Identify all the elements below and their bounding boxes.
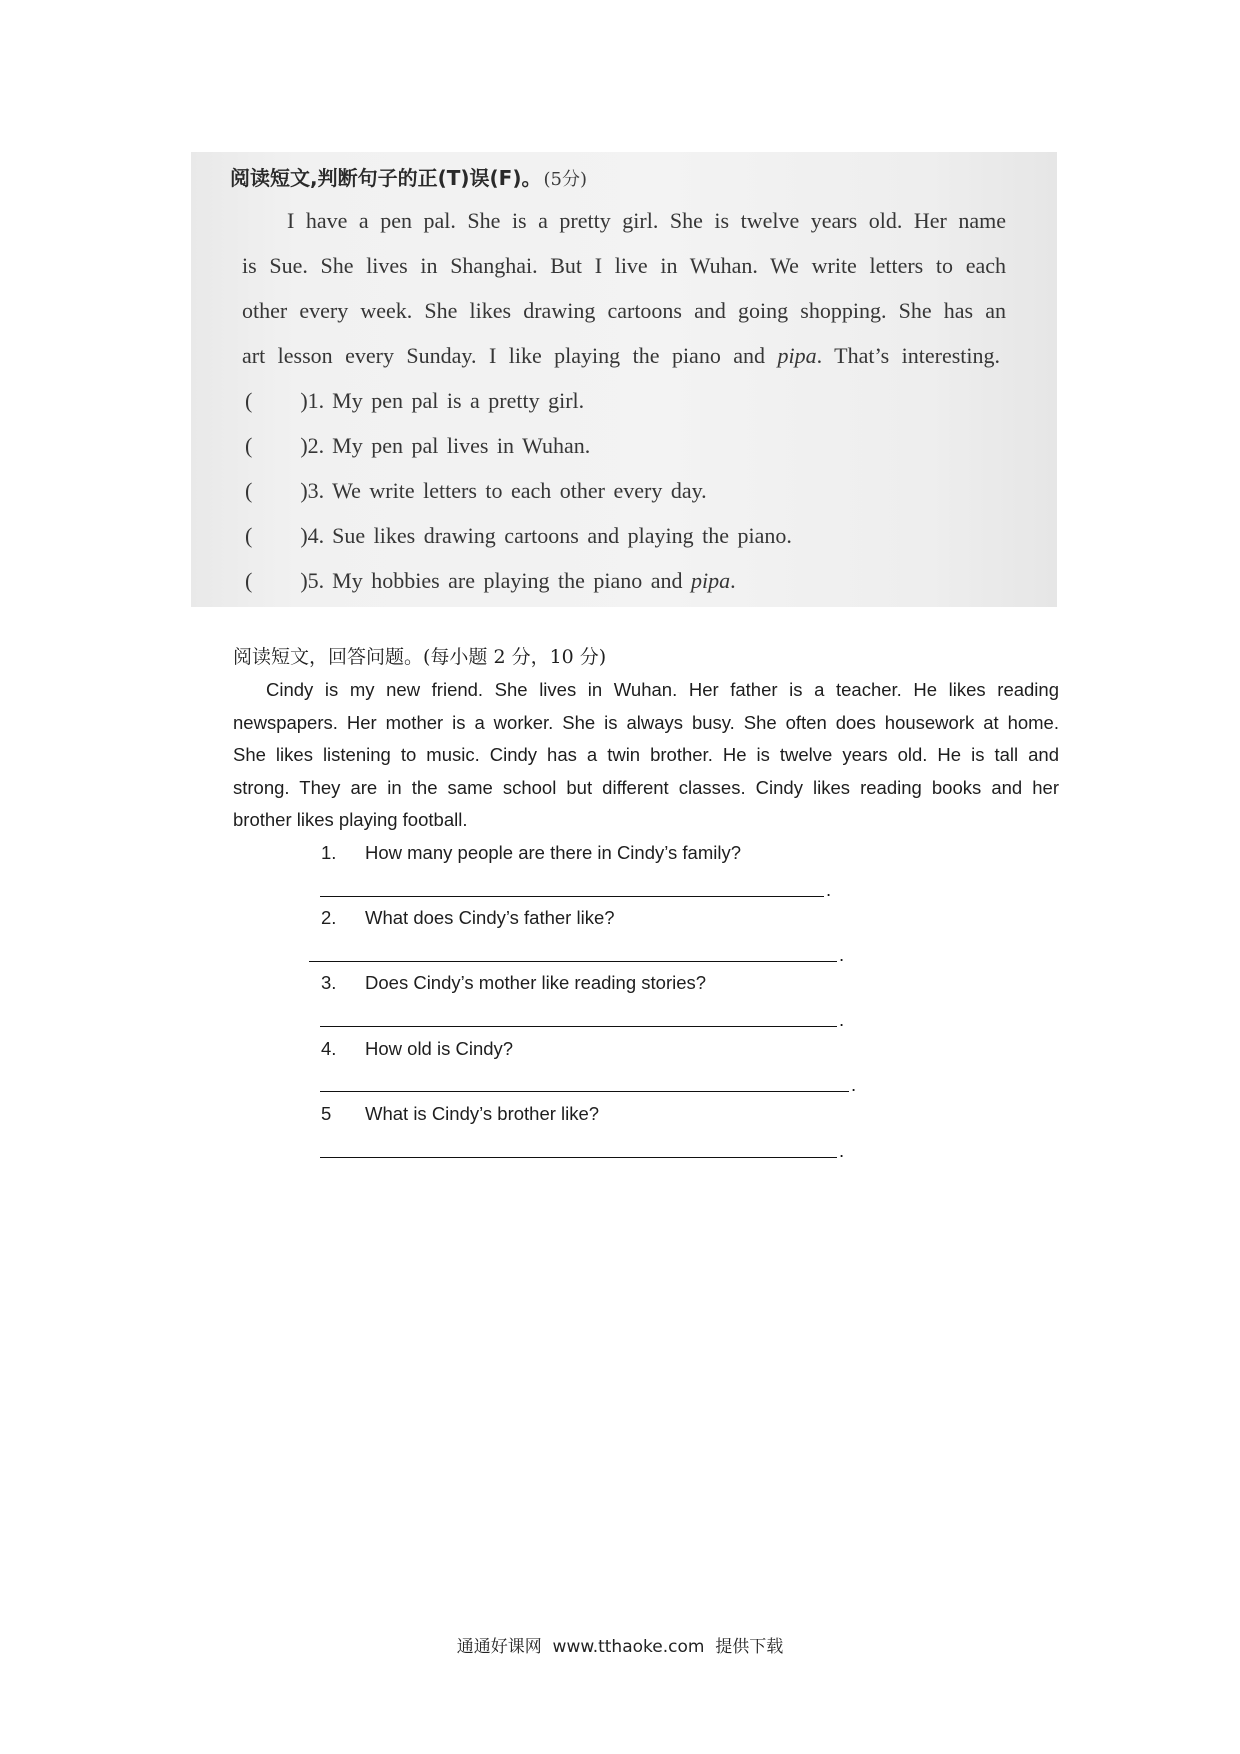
answer-line-end: . [826,879,832,900]
passage-text: is Sue. She lives in Shanghai. But I live in Wuhan. We write letters to each [242,253,1006,278]
answer-line-end: . [839,944,845,965]
answer-bracket-close: ) [300,433,308,458]
question-text: How many people are there in Cindy’s family? [365,842,742,863]
tf-item [245,478,707,504]
answer-line-end: . [839,1140,845,1161]
answer-line-end: . [839,1009,845,1030]
answer-bracket-open: ( [245,568,253,593]
footer-credit: 通通好课网 www.tthaoke.com 提供下载 [456,1637,784,1657]
item-text: . [730,568,736,593]
section1-score: (5分) [543,169,587,190]
tf-item [245,388,584,414]
question-text: What is Cindy’s brother like? [365,1103,600,1124]
answer-bracket-open: ( [245,388,253,413]
passage2-line: Cindy is my new friend. She lives in Wuhan. Her father is a teacher. He likes reading [266,679,1059,700]
answer-bracket-close: ) [300,523,308,548]
question-text: What does Cindy’s father like? [365,907,615,928]
passage-line [242,253,1006,279]
answer-line [320,1091,849,1092]
item-text: My pen pal lives in Wuhan. [332,433,591,458]
question-number: 2. [321,907,337,928]
item-number: 3. [307,478,325,503]
passage-line [287,208,1006,234]
section1-heading [230,165,587,193]
passage2-line: She likes listening to music. Cindy has a twin brother. He is twelve years old. He is tall and [233,744,1059,765]
passage-text: I have a pen pal. She is a pretty girl. She is twelve years old. Her name [287,208,1006,233]
answer-bracket-close: ) [300,478,308,503]
italic-word: pipa [777,343,817,368]
answer-bracket-open: ( [245,478,253,503]
answer-bracket-close: ) [300,568,308,593]
answer-line [320,1157,837,1158]
question-number: 5 [321,1103,332,1124]
passage-text: other every week. She likes drawing cartoons and going shopping. She has an [242,298,1006,323]
answer-line [320,896,824,897]
passage-line [242,343,1000,369]
passage-text: art lesson every Sunday. I like playing the piano and [242,343,778,368]
answer-bracket-open: ( [245,433,253,458]
tf-item [245,568,736,594]
item-text: Sue likes drawing cartoons and playing the piano. [332,523,792,548]
answer-bracket-open: ( [245,523,253,548]
passage2-line: strong. They are in the same school but different classes. Cindy likes reading books and her [233,777,1059,798]
question-text: Does Cindy’s mother like reading stories? [365,972,707,993]
passage-text: . That’s interesting. [816,343,1000,368]
italic-word: pipa [691,568,731,593]
question-number: 3. [321,972,337,993]
item-text: My hobbies are playing the piano and [332,568,692,593]
answer-bracket-close: ) [300,388,308,413]
item-number: 1. [307,388,325,413]
item-text: My pen pal is a pretty girl. [332,388,585,413]
question-text: How old is Cindy? [365,1038,514,1059]
passage2-line: brother likes playing football. [233,809,468,830]
question-number: 1. [321,842,337,863]
item-number: 4. [307,523,325,548]
passage2-line: newspapers. Her mother is a worker. She is always busy. She often does housework at home. [233,712,1059,733]
item-number: 2. [307,433,325,458]
section2-heading: 阅读短文，回答问题。(每小题 2 分，10 分) [233,646,607,668]
answer-line-end: . [851,1074,857,1095]
item-number: 5. [307,568,325,593]
section1-heading-text: 阅读短文,判断句子的正(T)误(F)。 [230,166,542,190]
answer-line [309,961,837,962]
item-text: We write letters to each other every day. [332,478,707,503]
tf-item [245,523,792,549]
answer-line [320,1026,837,1027]
question-number: 4. [321,1038,337,1059]
tf-item [245,433,590,459]
passage-line [242,298,1006,324]
